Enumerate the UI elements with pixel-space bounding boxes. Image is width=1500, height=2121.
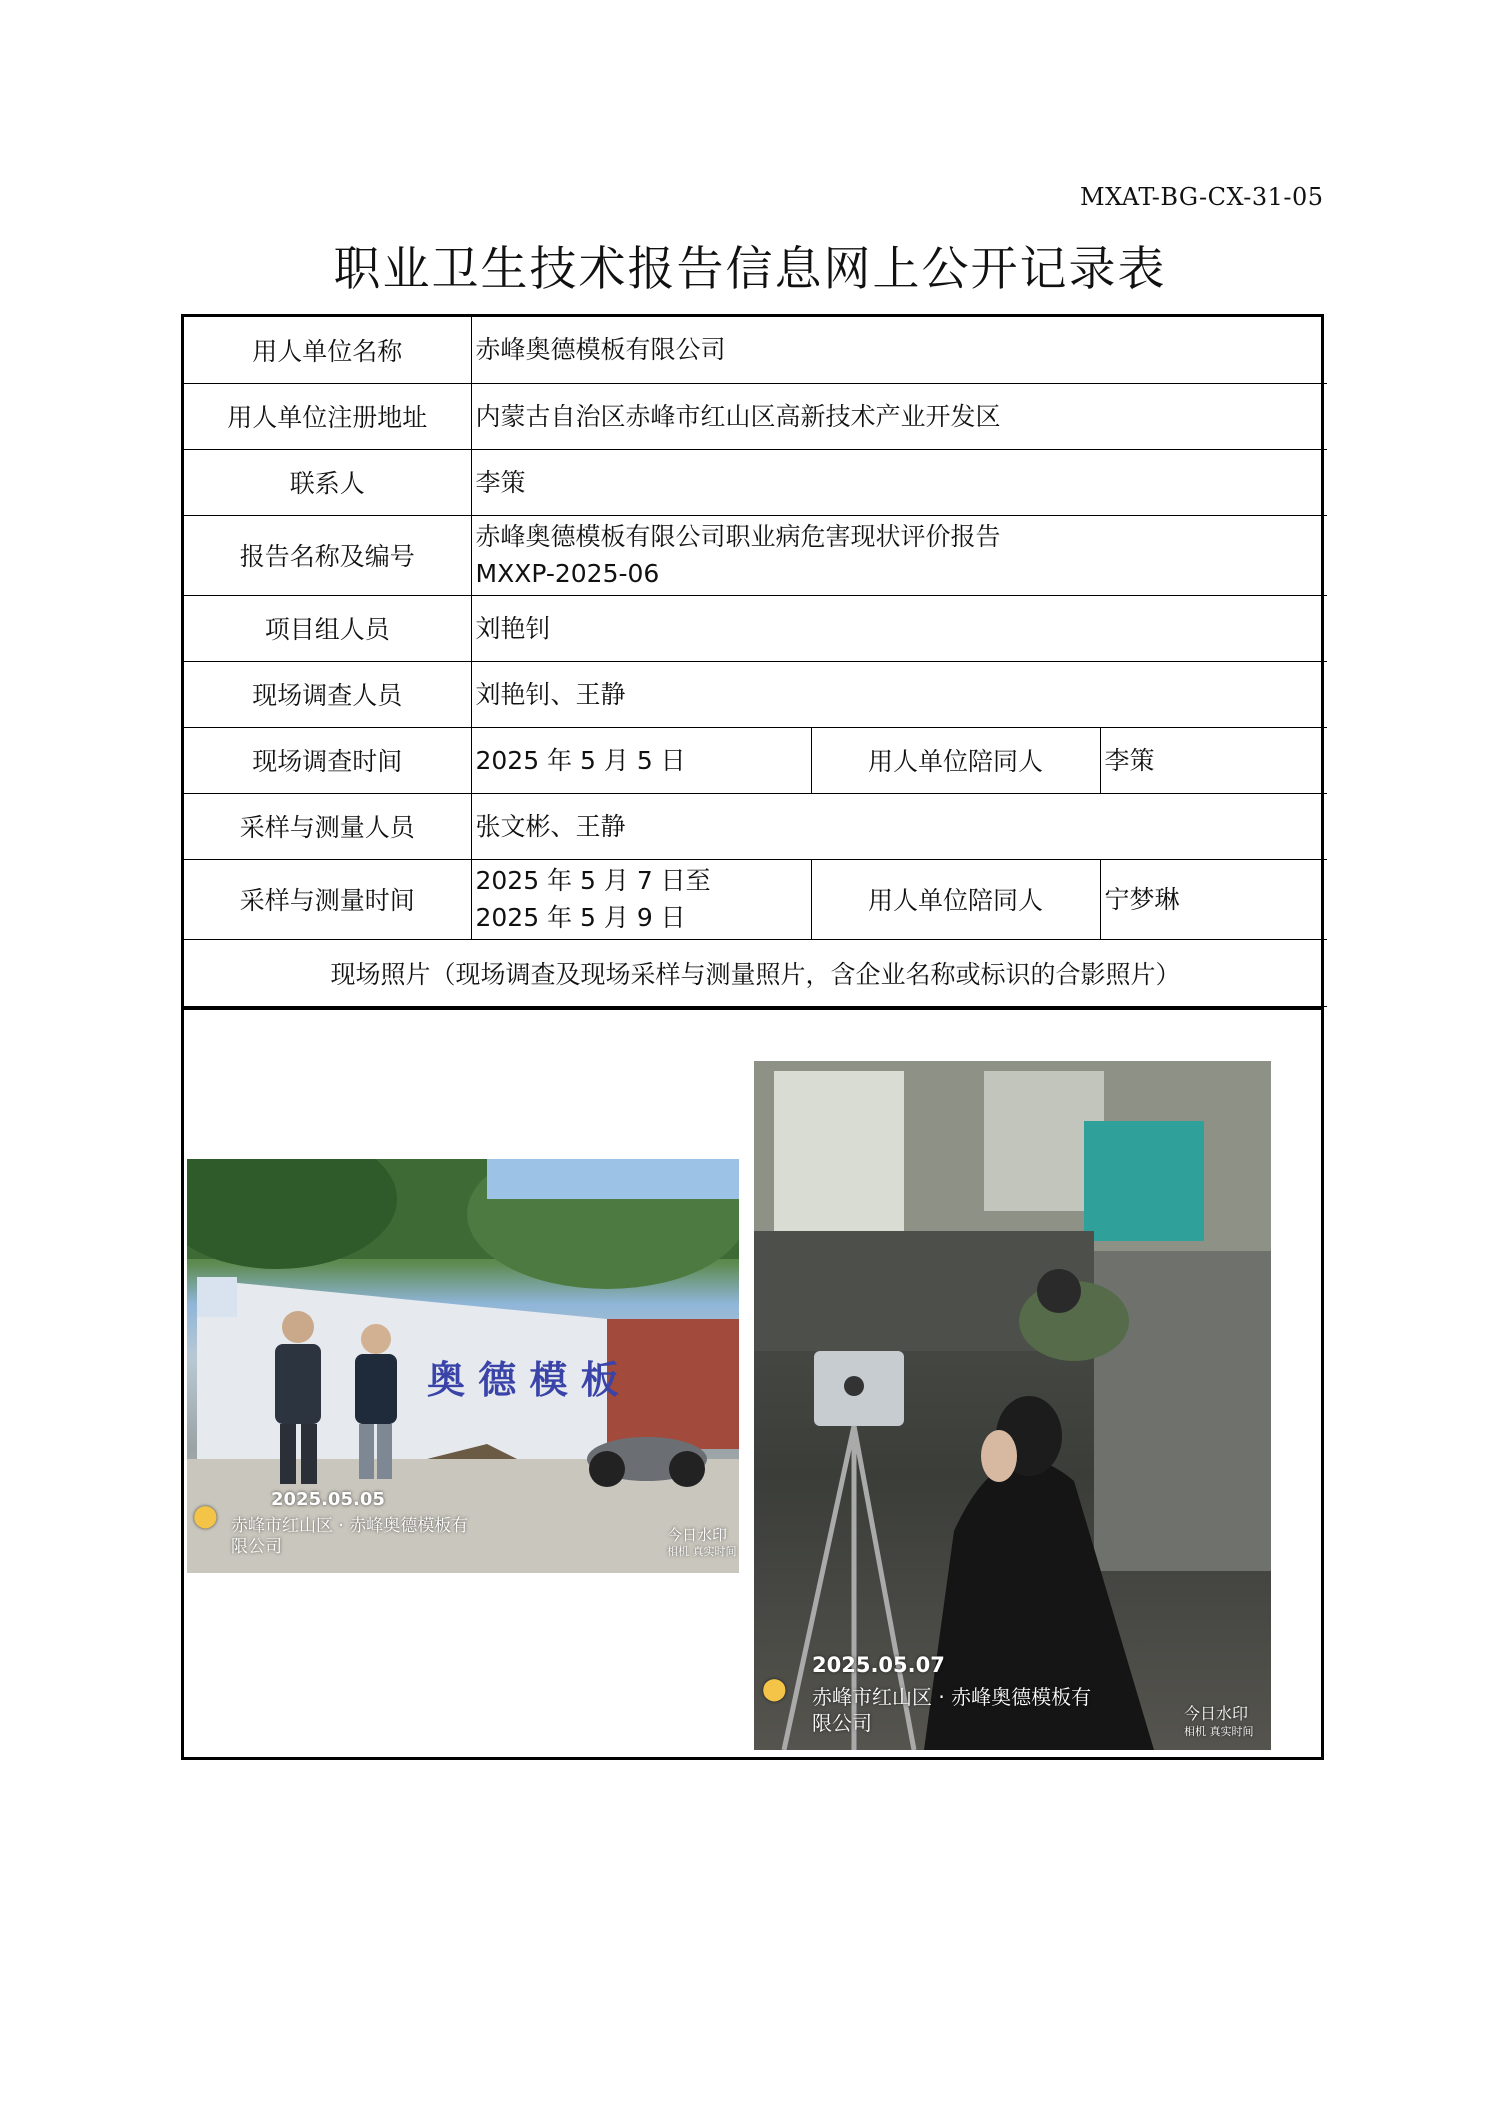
row-sampling-time [184, 859, 1327, 939]
report-value [471, 515, 1327, 595]
workshop-sampling-photo [754, 1061, 1271, 1750]
record-table [184, 317, 1327, 1007]
contact-value: 李策 [471, 449, 1327, 515]
survey-escort-label: 用人单位陪同人 [811, 727, 1100, 793]
right-watermark-date: 2025.05.07 [812, 1652, 945, 1677]
row-report [184, 515, 1327, 595]
right-watermark-location-1: 赤峰市红山区 · 赤峰奥德模板有 [812, 1684, 1092, 1709]
sampling-staff-value: 张文彬、王静 [471, 793, 1327, 859]
group-photo-at-company-sign [187, 1159, 739, 1573]
survey-staff-value: 刘艳钊、王静 [471, 661, 1327, 727]
left-watermark-location-1: 赤峰市红山区 · 赤峰奥德模板有 [231, 1515, 469, 1536]
left-sign-text: 奥 德 模 板 [427, 1356, 619, 1402]
employer-name-label: 用人单位名称 [184, 317, 471, 383]
row-sampling-staff [184, 793, 1327, 859]
row-survey-time [184, 727, 1327, 793]
sampling-time-value [471, 859, 811, 939]
row-survey-staff [184, 661, 1327, 727]
sampling-staff-label: 采样与测量人员 [184, 793, 471, 859]
row-contact [184, 449, 1327, 515]
survey-time-label: 现场调查时间 [184, 727, 471, 793]
document-code: MXAT-BG-CX-31-05 [1080, 183, 1324, 211]
workshop-photo-illustration [754, 1061, 1271, 1750]
document-title: 职业卫生技术报告信息网上公开记录表 [333, 242, 1167, 297]
sampling-escort-value: 宁梦琳 [1100, 859, 1327, 939]
left-watermark-sub: 相机 真实时间 [667, 1544, 737, 1558]
survey-escort-value: 李策 [1100, 727, 1327, 793]
sampling-time-start: 2025 年 5 月 7 日至 [475, 866, 711, 895]
right-watermark-sub: 相机 真实时间 [1184, 1724, 1254, 1738]
left-location-pin-icon: ⬤ [193, 1503, 218, 1529]
sampling-escort-label: 用人单位陪同人 [811, 859, 1100, 939]
team-label: 项目组人员 [184, 595, 471, 661]
sampling-time-end: 2025 年 5 月 9 日 [475, 903, 686, 932]
report-label: 报告名称及编号 [184, 515, 471, 595]
left-watermark-date: 2025.05.05 [271, 1488, 385, 1510]
left-watermark-location-2: 限公司 [231, 1536, 282, 1557]
right-location-pin-icon: ⬤ [762, 1676, 787, 1702]
row-team [184, 595, 1327, 661]
contact-label: 联系人 [184, 449, 471, 515]
address-value: 内蒙古自治区赤峰市红山区高新技术产业开发区 [471, 383, 1327, 449]
right-watermark-location-2: 限公司 [812, 1710, 872, 1735]
left-watermark-brand: 今日水印 [667, 1525, 728, 1544]
sampling-time-label: 采样与测量时间 [184, 859, 471, 939]
employer-name-value: 赤峰奥德模板有限公司 [471, 317, 1327, 383]
address-label: 用人单位注册地址 [184, 383, 471, 449]
team-value: 刘艳钊 [471, 595, 1327, 661]
report-name: 赤峰奥德模板有限公司职业病危害现状评价报告 [475, 522, 1001, 551]
photos-caption: 现场照片（现场调查及现场采样与测量照片，含企业名称或标识的合影照片） [184, 939, 1327, 1006]
survey-time-value: 2025 年 5 月 5 日 [471, 727, 811, 793]
photos-area [184, 1007, 1321, 1759]
survey-staff-label: 现场调查人员 [184, 661, 471, 727]
record-form [181, 314, 1324, 1760]
report-number: MXXP-2025-06 [475, 559, 660, 588]
right-watermark-brand: 今日水印 [1184, 1703, 1249, 1723]
row-employer-name [184, 317, 1327, 383]
row-address [184, 383, 1327, 449]
row-photos-caption [184, 939, 1327, 1006]
